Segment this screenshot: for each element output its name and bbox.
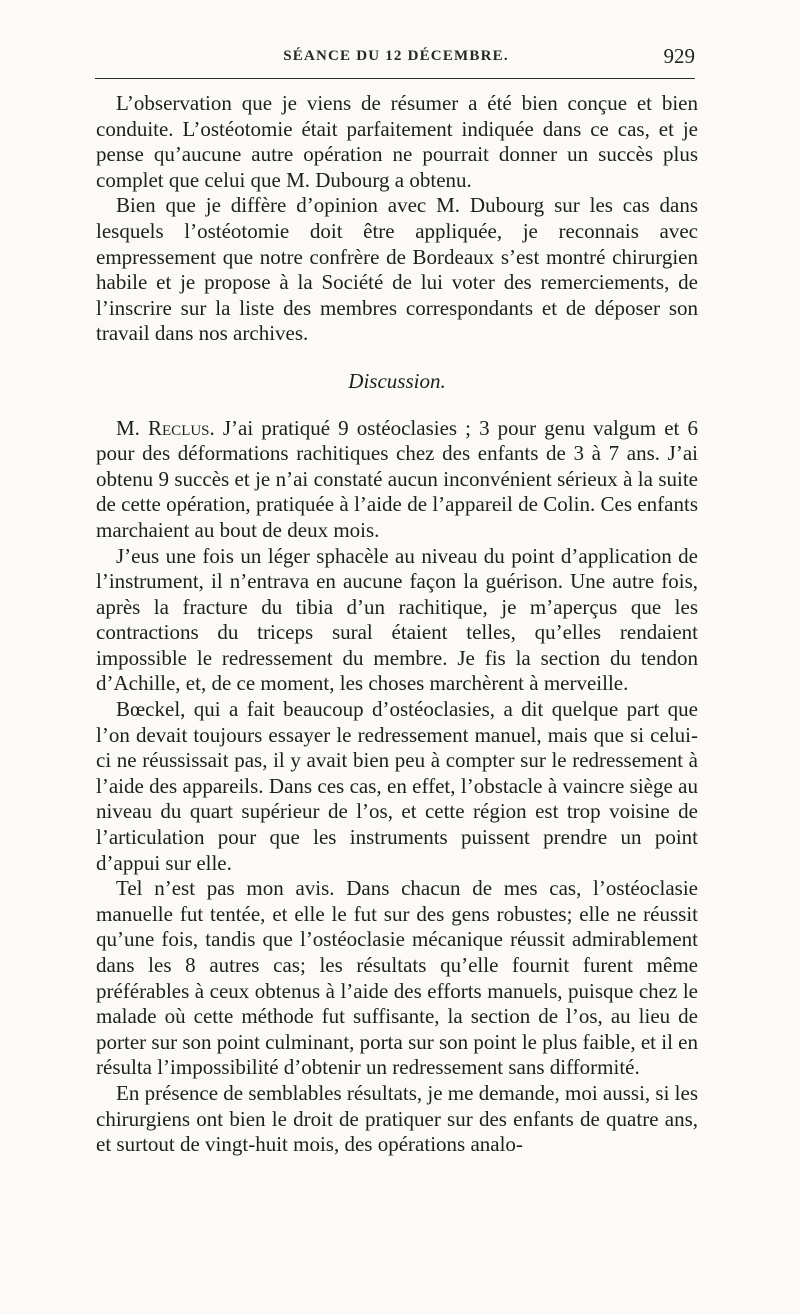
paragraph-resultats: En présence de semblables résultats, je me demande, moi aussi, si les chirurgiens ont bien le droit de pratiquer sur des enfants de quatre ans, et surtout de vingt-huit mois, des opérations analo-	[96, 1080, 699, 1157]
paragraph-avis: Tel n’est pas mon avis. Dans chacun de mes cas, l’ostéoclasie manuelle fut tentée, et elle le fut sur des gens robustes; elle ne réussit qu’une fois, tandis que l’ostéoclasie mécanique réussit admirablement dans les 8 autres cas; les résultats qu’elle fournit furent même préférables à ceux obtenus à l’aide des efforts manuels, puisque chez le malade où cette méthode fut suffisante, la section de l’os, au lieu de porter sur son point culminant, porta sur son point le plus faible, et il en résulta l’impossibilité d’obtenir un redressement sans difformité.	[96, 876, 698, 1080]
paragraph-boeckel: Bœckel, qui a fait beaucoup d’ostéoclasies, a dit quelque part que l’on devait toujours essayer le redressement manuel, mais que si celui-ci ne réussissait pas, il y avait bien peu à compter sur le redressement à l’aide des appareils. Dans ces cas, en effet, l’obstacle à vaincre siège au niveau du quart supérieur de l’os, et cette région est trop voisine de l’articulation pour que les instruments puissent prendre un point d’appui sur elle.	[96, 697, 698, 875]
running-head: SÉANCE DU 12 DÉCEMBRE.	[283, 48, 509, 64]
speaker-name: Reclus	[148, 415, 210, 440]
section-heading: Discussion.	[348, 368, 446, 393]
paragraph-conclusion: L’observation que je viens de résumer a été bien conçue et bien conduite. L’ostéotomie était parfaitement indiquée dans ce cas, et je pense qu’aucune autre opération ne pourrait donner un succès plus complet que celui que M. Dubourg a obtenu.	[96, 91, 698, 192]
page-number: 929	[663, 44, 695, 68]
header-rule	[95, 78, 695, 79]
paragraph-sphacele: J’eus une fois un léger sphacèle au niveau du point d’application de l’instrument, il n’entrava en aucune façon la guérison. Une autre fois, après la fracture du tibia d’un rachitique, je m’aperçus que les contractions du triceps sural étaient telles, qu’elles rendaient impossible le redressement du membre. Je fis la section du tendon d’Achille, et, de ce moment, les choses marchèrent à merveille.	[96, 543, 698, 696]
page-header	[95, 44, 697, 74]
speaker-prefix: M.	[116, 415, 149, 440]
speaker-text: . J’ai pratiqué 9 ostéoclasies ; 3 pour genu valgum et 6 pour des déformations rachitiques chez des enfants de 3 à 7 ans. J’ai obtenu 9 succès et je n’ai constaté aucun inconvénient sérieux à la suite de cette opération, pratiquée à l’aide de l’appareil de Colin. Ces enfants marchaient au bout de deux mois.	[96, 415, 698, 542]
paragraph-reclus-intro	[96, 416, 698, 544]
paragraph-proposal: Bien que je diffère d’opinion avec M. Dubourg sur les cas dans lesquels l’ostéotomie doit être appliquée, je reconnais avec empressement que notre confrère de Bordeaux s’est montré chirurgien habile et je propose à la Société de lui voter des remerciements, de l’inscrire sur la liste des membres correspondants et de déposer son travail dans nos archives.	[96, 193, 698, 346]
body-text	[96, 91, 698, 1158]
